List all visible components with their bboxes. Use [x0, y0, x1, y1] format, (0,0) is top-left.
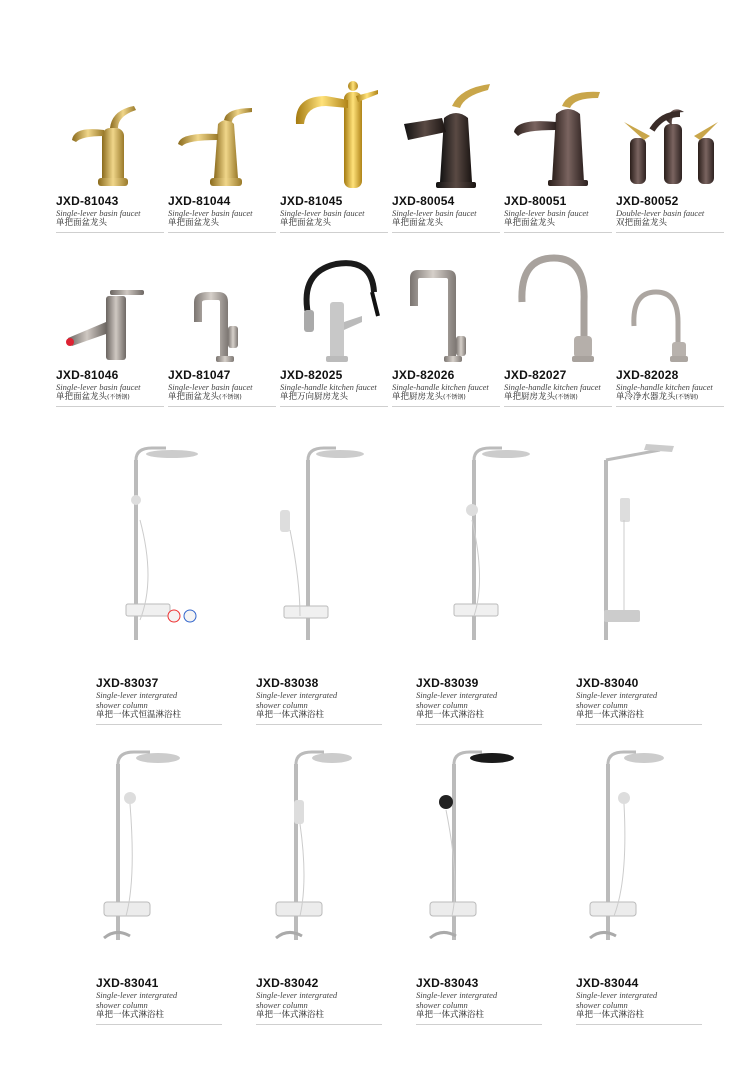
product-name-en-line1: Single-lever intergrated	[576, 690, 658, 700]
divider	[168, 232, 276, 233]
product-code: JXD-83040	[576, 676, 639, 690]
product-row-4	[96, 740, 736, 1025]
product-name-en: Single-lever basin faucet	[56, 382, 141, 392]
black-pullout-faucet-icon	[392, 78, 504, 190]
product-name-en: Single-lever basin faucet	[392, 208, 477, 218]
product-card	[56, 78, 168, 233]
product-name-cn: 单把一体式淋浴柱	[416, 1010, 485, 1020]
product-name-en-line2: shower column	[256, 1000, 308, 1010]
divider	[504, 232, 612, 233]
product-name-cn: 单把一体式淋浴柱	[256, 1010, 325, 1020]
divider	[416, 1024, 542, 1025]
product-name-cn: 单把面盆龙头(不锈钢)	[56, 392, 130, 402]
product-name-en: Single-lever basin faucet	[56, 208, 141, 218]
product-name-en-line2: shower column	[416, 700, 468, 710]
product-name-en-line2: shower column	[256, 700, 308, 710]
product-name-cn: 单把面盆龙头(不锈钢)	[168, 392, 242, 402]
product-name-en-line1: Single-lever intergrated	[96, 690, 178, 700]
divider	[96, 724, 222, 725]
product-name-cn: 单把一体式恒温淋浴柱	[96, 710, 182, 720]
product-name-en: Single-handle kitchen faucet	[504, 382, 601, 392]
product-card	[504, 78, 616, 233]
divider	[56, 406, 164, 407]
product-card	[96, 740, 256, 1025]
product-name-cn: 单把面盆龙头	[392, 218, 444, 228]
gold-basin-faucet-icon	[168, 78, 280, 190]
product-card	[576, 440, 736, 725]
product-name-cn: 单把面盆龙头	[56, 218, 108, 228]
product-code: JXD-82025	[280, 368, 343, 382]
product-name-en-line1: Single-lever intergrated	[416, 690, 498, 700]
thermostatic-shower-column-icon	[96, 440, 236, 672]
product-name-en-line2: shower column	[96, 700, 148, 710]
product-code: JXD-81046	[56, 368, 119, 382]
shower-column-shelf-icon	[416, 440, 556, 672]
product-name-en: Single-handle kitchen faucet	[392, 382, 489, 392]
product-card	[392, 252, 504, 407]
product-name-en: Single-handle kitchen faucet	[616, 382, 713, 392]
product-name-en-line2: shower column	[576, 700, 628, 710]
product-name-en-line2: shower column	[576, 1000, 628, 1010]
product-name-cn: 单把面盆龙头	[504, 218, 556, 228]
product-code: JXD-83038	[256, 676, 319, 690]
product-code: JXD-83044	[576, 976, 639, 990]
black-head-shower-column-icon	[416, 740, 556, 972]
product-name-en: Single-handle kitchen faucet	[280, 382, 377, 392]
shower-column-shelf-icon	[256, 440, 396, 672]
product-name-en-line1: Single-lever intergrated	[256, 990, 338, 1000]
gold-basin-faucet-icon	[56, 78, 168, 190]
product-name-cn: 单把厨房龙头(不锈钢)	[392, 392, 466, 402]
steel-gooseneck-faucet-icon	[168, 252, 280, 364]
divider	[392, 406, 500, 407]
product-name-cn: 单把一体式淋浴柱	[416, 710, 485, 720]
product-name-en: Single-lever basin faucet	[168, 382, 253, 392]
product-card	[280, 78, 392, 233]
divider	[280, 232, 388, 233]
divider	[416, 724, 542, 725]
product-name-en-line1: Single-lever intergrated	[416, 990, 498, 1000]
product-name-en-line1: Single-lever intergrated	[256, 690, 338, 700]
divider	[616, 232, 724, 233]
shower-column-spout-icon	[256, 740, 396, 972]
product-row-1	[56, 78, 728, 233]
shower-column-spout-icon	[96, 740, 236, 972]
product-name-en-line2: shower column	[96, 1000, 148, 1010]
product-card	[168, 78, 280, 233]
divider	[256, 1024, 382, 1025]
product-card	[280, 252, 392, 407]
product-name-en: Double-lever basin faucet	[616, 208, 705, 218]
product-code: JXD-81043	[56, 194, 119, 208]
product-code: JXD-80051	[504, 194, 567, 208]
divider	[576, 724, 702, 725]
product-code: JXD-80054	[392, 194, 455, 208]
divider	[504, 406, 612, 407]
product-code: JXD-81047	[168, 368, 231, 382]
square-shower-column-icon	[576, 440, 716, 672]
product-code: JXD-82026	[392, 368, 455, 382]
product-code: JXD-80052	[616, 194, 679, 208]
product-code: JXD-81045	[280, 194, 343, 208]
steel-basin-faucet-icon	[56, 252, 168, 364]
divider	[280, 406, 388, 407]
divider	[56, 232, 164, 233]
product-card	[504, 252, 616, 407]
product-card	[256, 740, 416, 1025]
divider	[168, 406, 276, 407]
product-name-cn: 双把面盆龙头	[616, 218, 668, 228]
product-name-cn: 单把面盆龙头	[280, 218, 332, 228]
product-card	[96, 440, 256, 725]
product-code: JXD-83041	[96, 976, 159, 990]
product-card	[56, 252, 168, 407]
product-name-cn: 单把万向厨房龙头	[280, 392, 349, 402]
product-code: JXD-83043	[416, 976, 479, 990]
product-card	[392, 78, 504, 233]
product-name-cn: 单冷净水器龙头(不锈钢)	[616, 392, 699, 402]
product-name-en-line1: Single-lever intergrated	[576, 990, 658, 1000]
product-row-3	[96, 440, 736, 725]
product-name-en: Single-lever basin faucet	[280, 208, 365, 218]
product-card	[416, 740, 576, 1025]
product-card	[416, 440, 576, 725]
product-code: JXD-83042	[256, 976, 319, 990]
product-name-cn: 单把面盆龙头	[168, 218, 220, 228]
gold-tall-faucet-icon	[280, 78, 392, 190]
spring-kitchen-faucet-icon	[280, 252, 392, 364]
product-name-cn: 单把厨房龙头(不锈钢)	[504, 392, 578, 402]
shower-column-spout-icon	[576, 740, 716, 972]
product-card	[576, 740, 736, 1025]
product-card	[616, 78, 728, 233]
steel-high-arc-faucet-icon	[504, 252, 616, 364]
divider	[96, 1024, 222, 1025]
divider	[256, 724, 382, 725]
steel-kitchen-faucet-icon	[392, 252, 504, 364]
product-name-cn: 单把一体式淋浴柱	[576, 710, 645, 720]
product-card	[168, 252, 280, 407]
product-card	[256, 440, 416, 725]
product-row-2	[56, 252, 728, 407]
divider	[576, 1024, 702, 1025]
product-name-en: Single-lever basin faucet	[504, 208, 589, 218]
bronze-basin-faucet-icon	[504, 78, 616, 190]
product-card	[616, 252, 728, 407]
product-code: JXD-83039	[416, 676, 479, 690]
bronze-widespread-faucet-icon	[616, 78, 728, 190]
water-purifier-faucet-icon	[616, 252, 728, 364]
product-code: JXD-82027	[504, 368, 567, 382]
product-code: JXD-82028	[616, 368, 679, 382]
product-code: JXD-83037	[96, 676, 159, 690]
product-name-en: Single-lever basin faucet	[168, 208, 253, 218]
product-name-cn: 单把一体式淋浴柱	[576, 1010, 645, 1020]
product-name-en-line2: shower column	[416, 1000, 468, 1010]
divider	[392, 232, 500, 233]
product-name-cn: 单把一体式淋浴柱	[96, 1010, 165, 1020]
product-code: JXD-81044	[168, 194, 231, 208]
divider	[616, 406, 724, 407]
product-name-en-line1: Single-lever intergrated	[96, 990, 178, 1000]
product-name-cn: 单把一体式淋浴柱	[256, 710, 325, 720]
